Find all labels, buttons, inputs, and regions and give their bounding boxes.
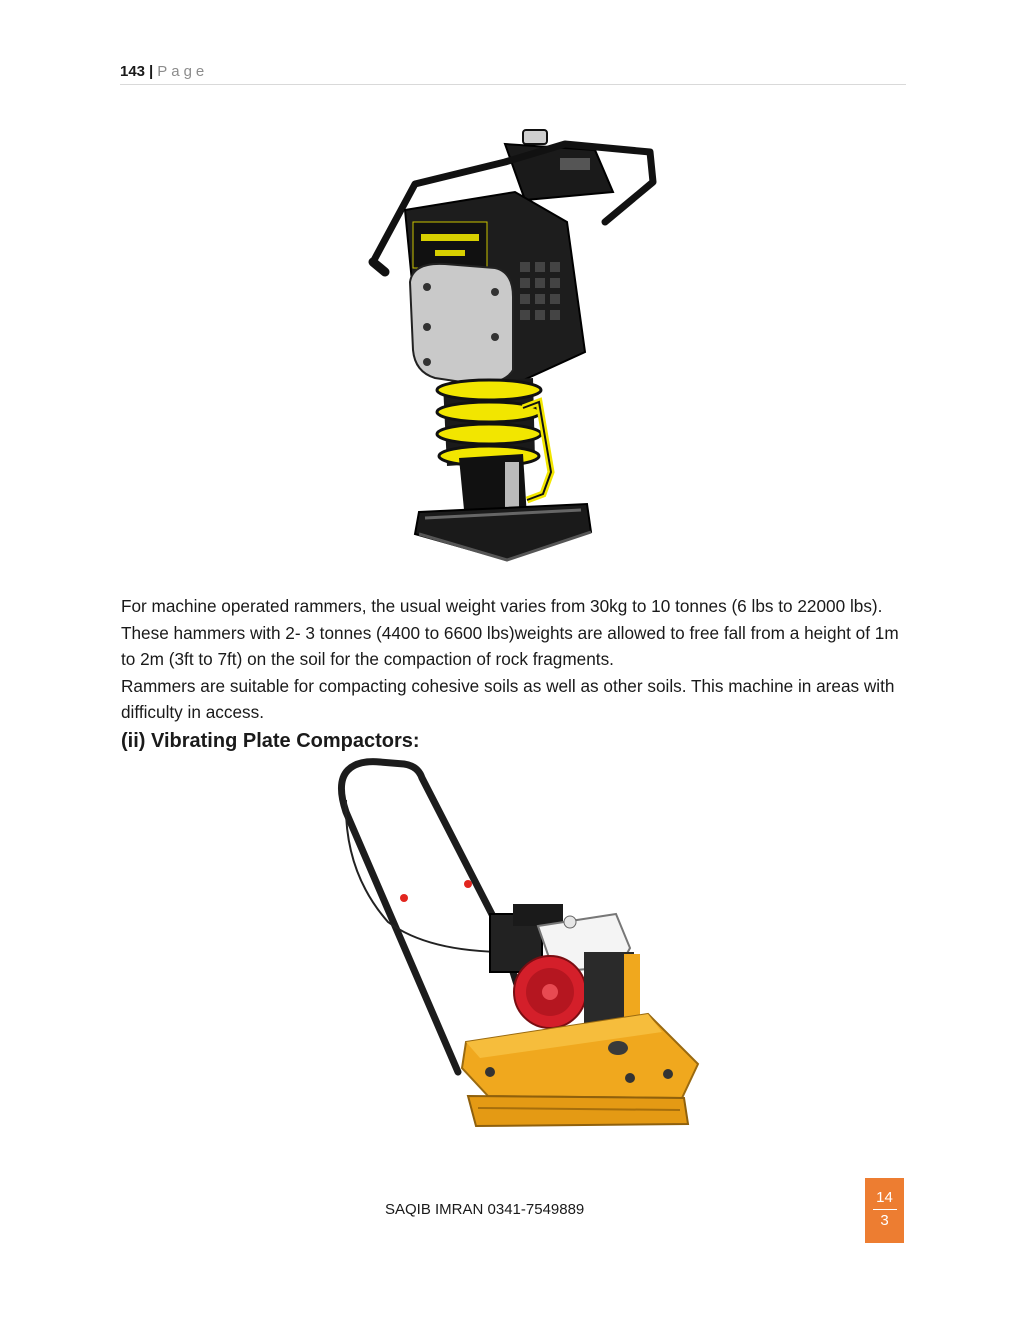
plate-compactor-image [318, 752, 710, 1134]
header-page-word: Page [157, 63, 209, 80]
paragraph-rammer-weights: For machine operated rammers, the usual weight varies from 30kg to 10 tonnes (6 lbs to 22000 lbs). These hammers with 2- 3 tonnes (4400 to 6600 lbs)weights are allowed to free fall from a height of 1m to 2m (3ft to 7ft) on the soil for the compaction of rock fragments. [121, 596, 899, 669]
page-box-line-1: 14 [876, 1189, 893, 1206]
header-page-number: 143 [120, 63, 146, 80]
paragraph-rammer-suitability: Rammers are suitable for compacting cohesive soils as well as other soils. This machine in areas with difficulty in access. [121, 675, 895, 722]
body-text [121, 593, 911, 726]
rammer-image [355, 122, 665, 582]
page-box-line-2: 3 [880, 1212, 889, 1229]
footer-author: SAQIB IMRAN 0341-7549889 [385, 1201, 585, 1218]
page-number-box [865, 1178, 904, 1243]
section-heading: (ii) Vibrating Plate Compactors: [121, 730, 420, 752]
page-header [120, 62, 906, 85]
header-separator: | [149, 63, 154, 80]
